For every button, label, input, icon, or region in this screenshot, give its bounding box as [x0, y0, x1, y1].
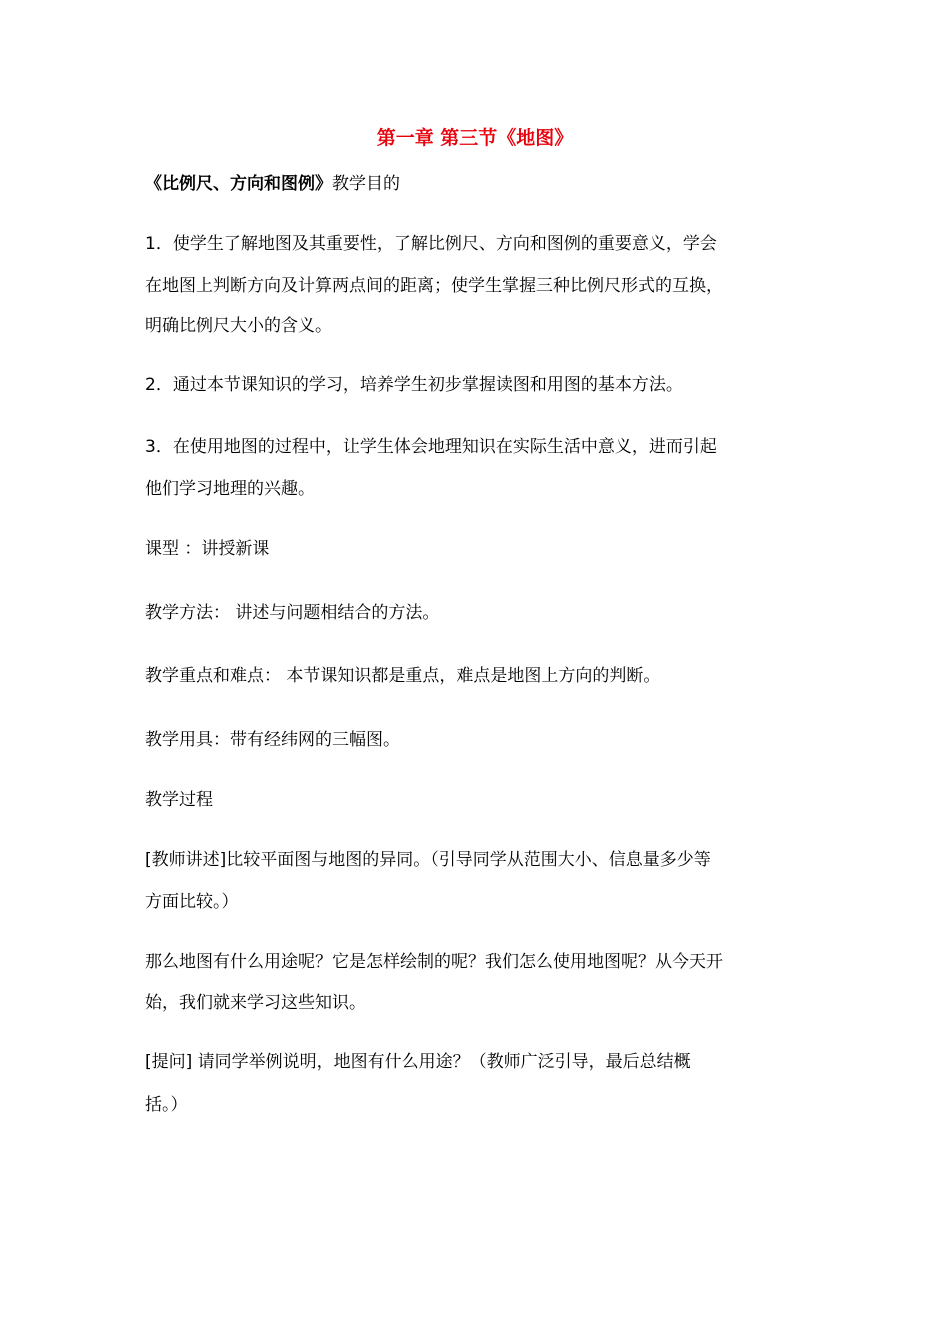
teacher-line-2: 方面比较。）: [145, 892, 239, 912]
objective-1-line-2: 在地图上判断方向及计算两点间的距离；使学生掌握三种比例尺形式的互换，: [145, 276, 723, 296]
process-heading: 教学过程: [145, 790, 213, 810]
objective-2: 2．通过本节课知识的学习，培养学生初步掌握读图和用图的基本方法。: [145, 375, 683, 395]
ask-line-1: [提问] 请同学举例说明，地图有什么用途？（教师广泛引导，最后总结概: [145, 1052, 691, 1072]
objectives-heading: [145, 164, 805, 204]
objectives-label: 教学目的: [332, 174, 400, 194]
teaching-tools: 教学用具：带有经纬网的三幅图。: [145, 730, 400, 750]
teaching-method: 教学方法： 讲述与问题相结合的方法。: [145, 603, 440, 623]
objective-1-line-3: 明确比例尺大小的含义。: [145, 316, 332, 336]
lesson-type: 课型 ：讲授新课: [145, 539, 270, 559]
key-points: 教学重点和难点： 本节课知识都是重点，难点是地图上方向的判断。: [145, 666, 661, 686]
document-title: 第一章 第三节《地图》: [376, 127, 574, 149]
objective-1-line-1: 1．使学生了解地图及其重要性，了解比例尺、方向和图例的重要意义，学会: [145, 234, 717, 254]
objective-3-line-2: 他们学习地理的兴趣。: [145, 479, 315, 499]
question-line-2: 始，我们就来学习这些知识。: [145, 993, 366, 1013]
section-name: 《比例尺、方向和图例》: [145, 174, 332, 194]
ask-line-2: 括。）: [145, 1095, 188, 1115]
teacher-line-1: [教师讲述]比较平面图与地图的异同。（引导同学从范围大小、信息量多少等: [145, 850, 711, 870]
objective-3-line-1: 3．在使用地图的过程中，让学生体会地理知识在实际生活中意义，进而引起: [145, 437, 717, 457]
question-line-1: 那么地图有什么用途呢？它是怎样绘制的呢？我们怎么使用地图呢？从今天开: [145, 952, 723, 972]
